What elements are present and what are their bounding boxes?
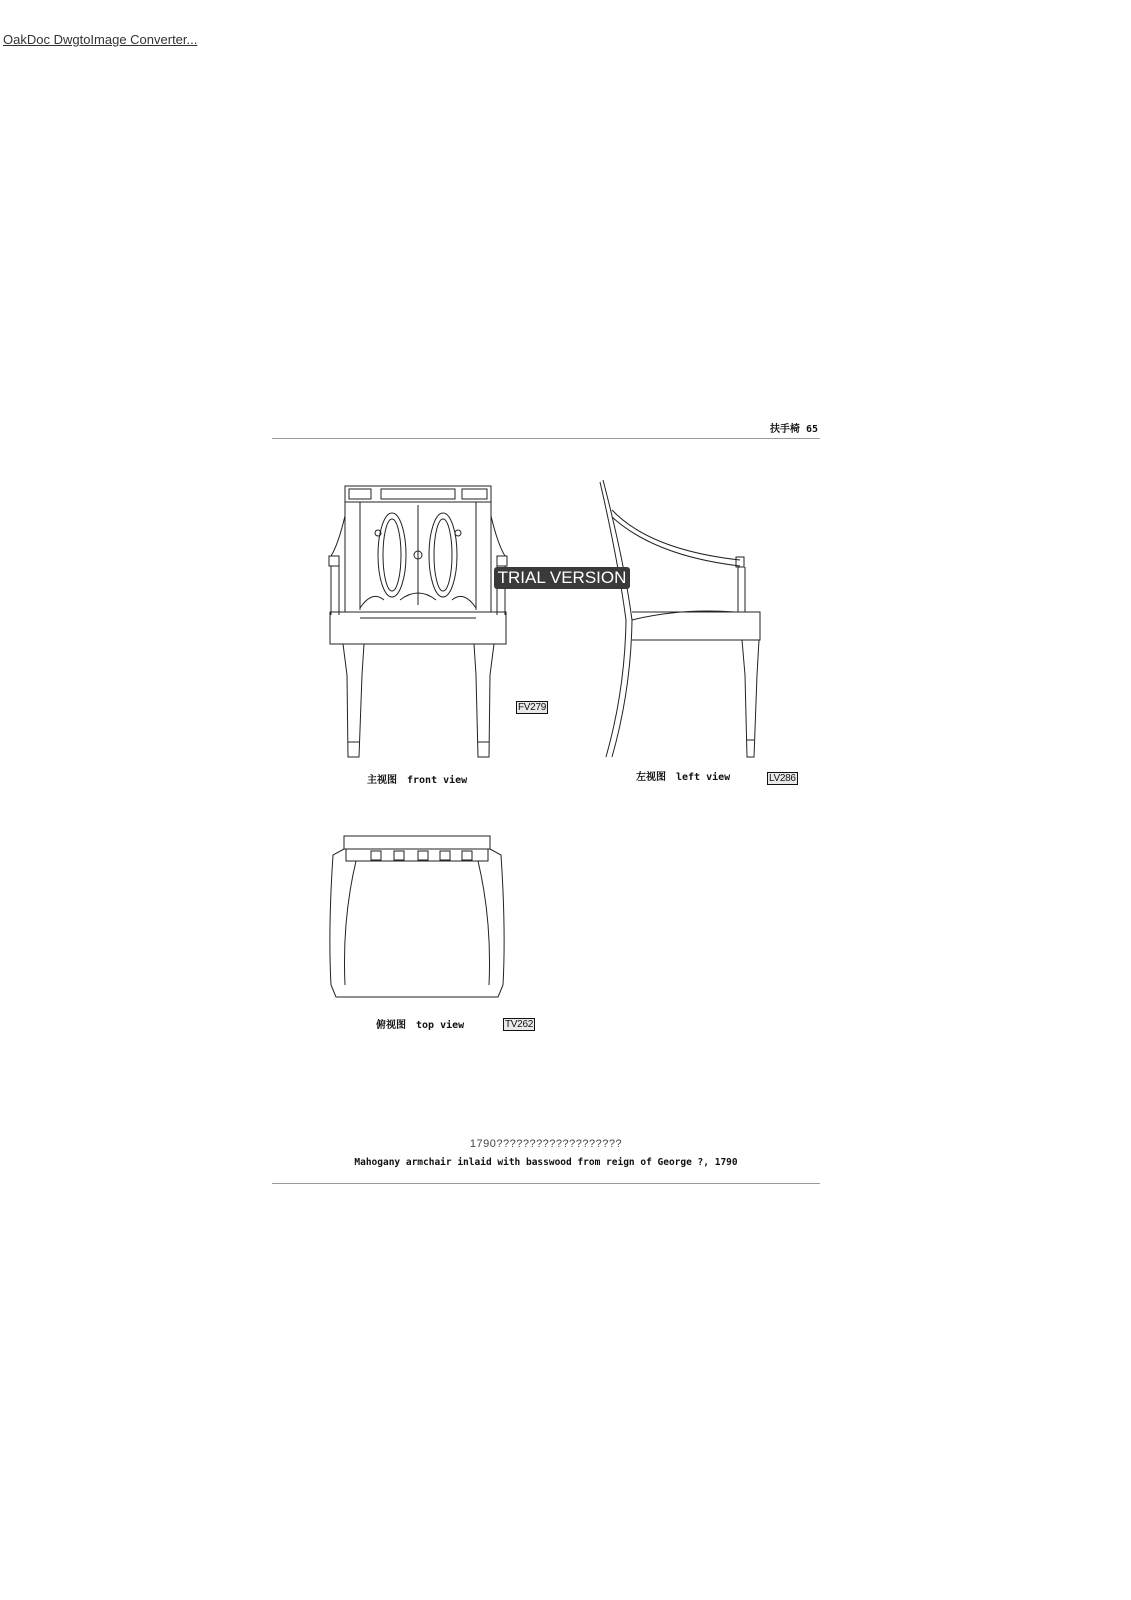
left-view-zh: 左视图 — [636, 772, 666, 783]
front-view-drawing — [329, 486, 507, 757]
left-view-drawing — [600, 480, 760, 757]
description-chinese: 1790??????????????????? — [469, 1138, 623, 1150]
footer-rule — [272, 1183, 820, 1184]
left-view-tag: LV286 — [769, 773, 796, 784]
top-view-en: top view — [416, 1020, 465, 1031]
page-header-label: 扶手椅 65 — [769, 424, 818, 435]
front-view-caption — [367, 771, 467, 786]
trial-version-watermark: TRIAL VERSION — [494, 567, 630, 589]
description-english: Mahogany armchair inlaid with basswood from reign of George ?, 1790 — [354, 1157, 738, 1168]
top-view-zh: 俯视图 — [376, 1020, 406, 1031]
top-view-drawing — [330, 836, 504, 997]
left-view-en: left view — [676, 772, 731, 783]
front-view-tag: FV279 — [518, 702, 546, 713]
app-title-link[interactable]: OakDoc DwgtoImage Converter... — [3, 32, 198, 47]
front-view-zh: 主视图 — [367, 775, 397, 786]
front-view-en: front view — [407, 775, 468, 786]
top-view-caption — [376, 1016, 464, 1031]
top-view-tag: TV262 — [505, 1019, 533, 1030]
left-view-caption — [636, 768, 730, 783]
